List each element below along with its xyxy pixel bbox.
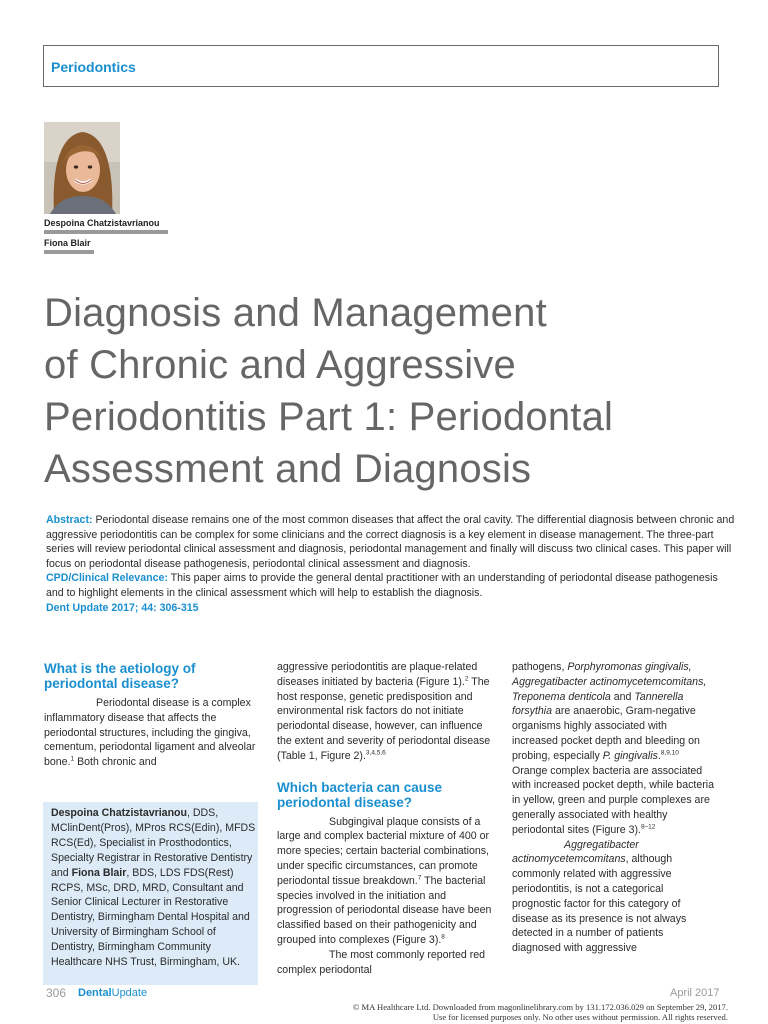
author-name-1: Despoina Chatzistavrianou [44, 218, 160, 228]
section-header-box [43, 45, 719, 87]
column-1 [44, 661, 259, 770]
heading-aetiology-line-1: What is the aetiology of [44, 661, 196, 676]
article-title [44, 287, 734, 495]
author-underline-2 [44, 250, 94, 254]
author-name-2: Fiona Blair [44, 238, 91, 248]
author-bio-text [51, 806, 256, 970]
bio-text-1: , DDS, MClinDent(Pros), MPros RCS(Edin), MFDS RCS(Ed), Specialist in Prosthodontics, Specialty Registrar in Restorative Dentistry and [51, 807, 256, 879]
ref-sup: 8 [441, 933, 445, 941]
copyright-line-2: Use for licensed purposes only. No other uses without permission. All rights reserved. [432, 1011, 728, 1022]
col1-paragraph [44, 696, 259, 770]
title-line-3: Periodontitis Part 1: Periodontal [44, 395, 614, 439]
heading-bacteria [277, 780, 493, 810]
page-number: 306 [46, 986, 67, 1000]
cpd-text: This paper aims to provide the general dental practitioner with an understanding of periodontal disease pathogenesis and to highlight elements in the clinical assessment which will help to establish the diagnosis. [46, 572, 718, 599]
title-line-1: Diagnosis and Management [44, 291, 547, 335]
col2-p1b: The host response, genetic predisposition and environmental risk factors do not initiate periodontal disease, however, can influence the extent and severity of periodontal disease (Table 1, Figure 2). [277, 675, 491, 762]
column-2 [277, 660, 493, 977]
col3-species-1: Porphyromonas gingivalis, Aggregatibacter actinomycetemcomitans, Treponema denticola [512, 661, 707, 703]
author-underline-1 [44, 230, 168, 234]
col3-t3: are anaerobic, Gram-negative organisms highly associated with increased pocket depth and bleeding on probing, especially [512, 705, 700, 762]
ref-sup: 8–12 [640, 823, 656, 831]
col3-species-3: P. gingivalis [602, 749, 658, 762]
col3-species-2: Tannerella forsythia [512, 690, 684, 718]
cpd-label: CPD/Clinical Relevance: [46, 572, 168, 585]
col2-p3: The most commonly reported red complex periodontal [277, 948, 486, 976]
ref-sup: 8,9,10 [660, 749, 679, 757]
section-label: Periodontics [51, 59, 136, 75]
col3-t5: Orange complex bacteria are associated with increased pocket depth, while bacteria in yellow, green and purple complexes are generally associated with healthy periodontal sites (Figure 3). [512, 764, 714, 836]
copyright-line-1: © MA Healthcare Ltd. Downloaded from magonlinelibrary.com by 131.172.036.029 on September 29, 2017. [352, 1002, 728, 1012]
copyright-notice [290, 1003, 728, 1022]
citation: Dent Update 2017; 44: 306-315 [46, 601, 199, 614]
column-3 [512, 660, 714, 956]
col1-p1-text: Periodontal disease is a complex inflammatory disease that affects the periodontal structures, including the gingiva, cementum, periodontal ligament and alveolar bone. [44, 697, 256, 769]
journal-brand-bold: Dental [78, 987, 112, 999]
author-photo [44, 122, 120, 214]
col2-p2b: The bacterial species involved in the initiation and progression of periodontal disease have been classified based on their pathogenicity and grouped into complexes (Figure 3). [277, 874, 492, 946]
journal-brand-rest: Update [111, 987, 148, 999]
title-line-4: Assessment and Diagnosis [44, 447, 532, 491]
author-bio-box [43, 802, 258, 985]
author-portrait-image [44, 122, 120, 214]
col1-p1-end: Both chronic and [74, 756, 157, 769]
col3-t6: , although commonly related with aggressive periodontitis, is not a categorical prognostic factor for this category of disease as its presence is not always detected in a number of patients diagnosed with aggressive [512, 853, 687, 955]
ref-sup: 3,4,5,6 [365, 749, 386, 757]
bio-name-1: Despoina Chatzistavrianou [51, 807, 187, 819]
abstract-label: Abstract: [46, 514, 93, 526]
title-line-2: of Chronic and Aggressive [44, 343, 516, 387]
col3-t1: pathogens, [512, 661, 568, 673]
col2-p2a: Subgingival plaque consists of a large and complex bacterial mixture of 400 or more species; certain bacterial combinations, under specific circumstances, can promote periodontal tissue breakdown. [277, 815, 489, 887]
col2-p1a: aggressive periodontitis are plaque-related diseases initiated by bacteria (Figure 1). [277, 661, 478, 688]
col3-paragraph-2 [512, 838, 714, 956]
ref-sup: 1 [70, 755, 75, 763]
heading-bacteria-line-1: Which bacteria can cause [277, 779, 443, 795]
col2-paragraph-1 [277, 660, 493, 764]
bio-text-2: , BDS, LDS FDS(Rest) RCPS, MSc, DRD, MRD, Consultant and Senior Clinical Lecturer in Restorative Dentistry, Birmingham Dental Hospital and University of Birmingham School of Dentistry, Birmingham Community Healthcare NHS Trust, Birmingham, UK. [51, 866, 250, 969]
col2-paragraph-3 [277, 948, 493, 978]
journal-brand [78, 987, 147, 999]
abstract-text: Periodontal disease remains one of the most common diseases that affect the oral cavity. The differential diagnosis between chronic and aggressive periodontitis can be complex for some clinicians and the correct diagnosis is a key element in disease management. The three-part series will review periodontal clinical assessment and diagnosis, periodontal management and finally will discuss two clinical cases. This paper will focus on periodontal disease pathogenesis, periodontal clinical assessment and diagnosis. [46, 514, 735, 570]
col3-paragraph-1 [512, 660, 714, 838]
ref-sup: 7 [417, 874, 422, 882]
col3-t2: and [610, 690, 635, 703]
abstract-block [46, 513, 736, 615]
col3-species-4: Aggregatibacter actinomycetemcomitans [512, 838, 639, 866]
heading-aetiology [44, 661, 259, 691]
col3-t4: . [657, 749, 661, 762]
ref-sup: 2 [464, 675, 469, 683]
bio-name-2: Fiona Blair [71, 866, 127, 879]
heading-aetiology-line-2: periodontal disease? [44, 676, 180, 691]
issue-date: April 2017 [670, 987, 720, 999]
col2-paragraph-2 [277, 815, 493, 948]
heading-bacteria-line-2: periodontal disease? [277, 794, 413, 810]
